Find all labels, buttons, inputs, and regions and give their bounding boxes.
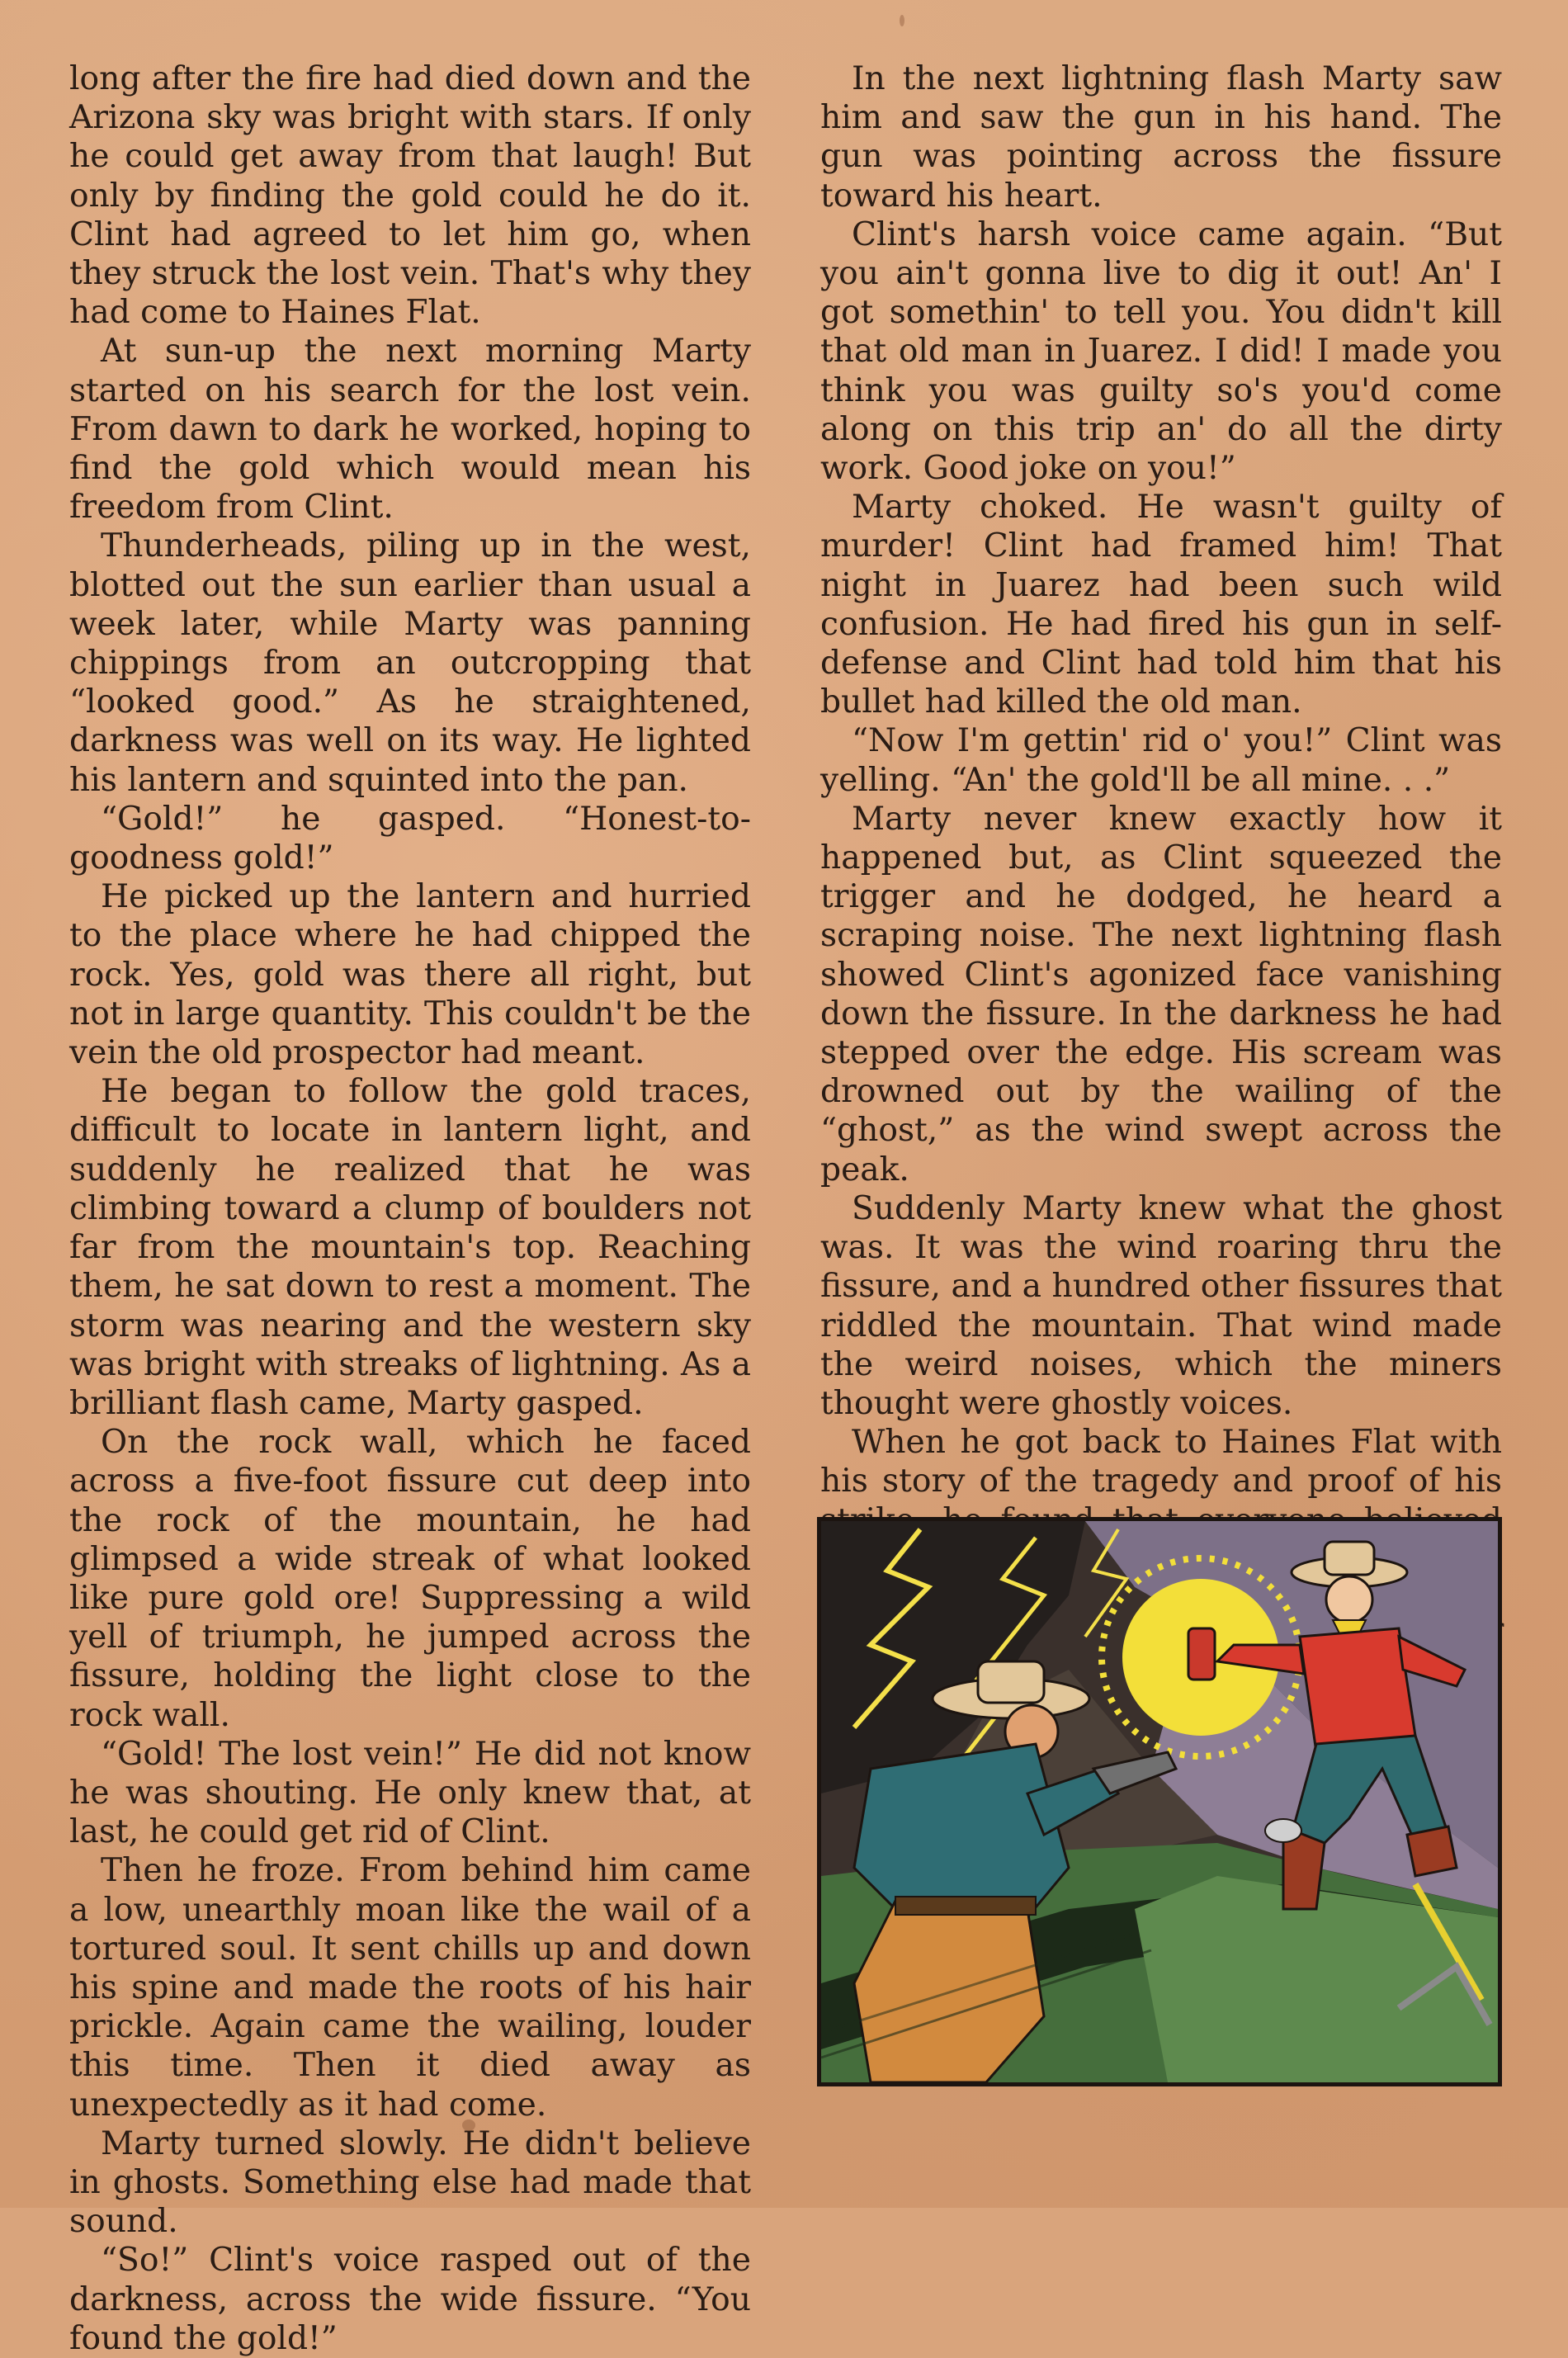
paragraph: long after the fire had died down and the Arizona sky was bright with stars. If only he could get away from that laugh! But only by finding the gold could he do it. Clint had agreed to let him go, when they struck the lost vein. That's why they had come to Haines Flat. [69,60,751,332]
paragraph: Thunderheads, piling up in the west, blotted out the sun earlier than usual a week later, while Marty was panning chippings from an outcropping that “looked good.” As he straightened, darkness was well on its way. He lighted his lantern and squinted into the pan. [69,527,751,799]
paper-speck [900,15,904,26]
paragraph: “Gold! The lost vein!” He did not know he was shouting. He only knew that, at last, he could get rid of Clint. [69,1735,751,1851]
paragraph: At sun-up the next morning Marty started on his search for the lost vein. From dawn to dark he worked, hoping to find the gold which would mean his freedom from Clint. [69,333,751,527]
paragraph: Marty never knew exactly how it happened but, as Clint squeezed the trigger and he dodged, he heard a scraping noise. The next lightning flash showed Clint's agonized face vanishing down the fissure. In the darkness he had stepped over the edge. His scream was drowned out by the wailing of the “ghost,” as the wind swept across the peak. [820,800,1502,1188]
story-illustration [817,1517,1502,2086]
paragraph: In the next lightning flash Marty saw him and saw the gun in his hand. The gun was pointing across the fissure toward his heart. [820,60,1502,215]
left-text-column [69,59,751,2358]
paragraph: Then he froze. From behind him came a low, unearthly moan like the wail of a tortured soul. It sent chills up and down his spine and made the roots of his hair prickle. Again came the wailing, louder this time. Then it died away as unexpectedly as it had come. [69,1852,751,2124]
paragraph: He picked up the lantern and hurried to the place where he had chipped the rock. Yes, gold was there all right, but not in large quantity. This couldn't be the vein the old prospector had meant. [69,878,751,1072]
paragraph: “So!” Clint's voice rasped out of the darkness, across the wide fissure. “You found the gold!” [69,2242,751,2357]
paragraph: Marty turned slowly. He didn't believe in ghosts. Something else had made that sound. [69,2124,751,2241]
paragraph: Suddenly Marty knew what the ghost was. It was the wind roaring thru the fissure, and a hundred other fissures that riddled the mountain. That wind made the weird noises, which the miners thought were ghostly voices. [820,1189,1502,1422]
paragraph: Clint's harsh voice came again. “But you ain't gonna live to dig it out! An' I got somethin' to tell you. You didn't kill that old man in Juarez. I did! I made you think you was guilty so's you'd come along on this trip an' do all the dirty work. Good joke on you!” [820,215,1502,488]
lantern-icon [1188,1628,1215,1680]
paragraph: “Gold!” he gasped. “Honest-to-goodness gold!” [69,800,751,877]
paragraph: “Now I'm gettin' rid o' you!” Clint was yelling. “An' the gold'll be all mine. . .” [820,722,1502,799]
paragraph: Marty choked. He wasn't guilty of murder! Clint had framed him! That night in Juarez had been such wild confusion. He had fired his gun in self-defense and Clint had told him that his bullet had killed the old man. [820,489,1502,721]
paragraph: When he got back to Haines Flat with his story of the tragedy and proof of his [820,1424,1502,1500]
paragraph: On the rock wall, which he faced across a five-foot fissure cut deep into the rock of the mountain, he had glimpsed a wide streak of what looked like pure gold ore! Suppressing a wild yell of triumph, he jumped across the fissure, holding the light close to the rock wall. [69,1424,751,1734]
paper-speck [462,2119,475,2131]
illustration-art [821,1521,1498,2082]
paragraph: He began to follow the gold traces, difficult to locate in lantern light, and suddenly he realized that he was climbing toward a clump of boulders not far from the mountain's top. Reaching them, he sat down to rest a moment. The storm was nearing and the western sky was bright with streaks of lightning. As a brilliant flash came, Marty gasped. [69,1073,751,1422]
